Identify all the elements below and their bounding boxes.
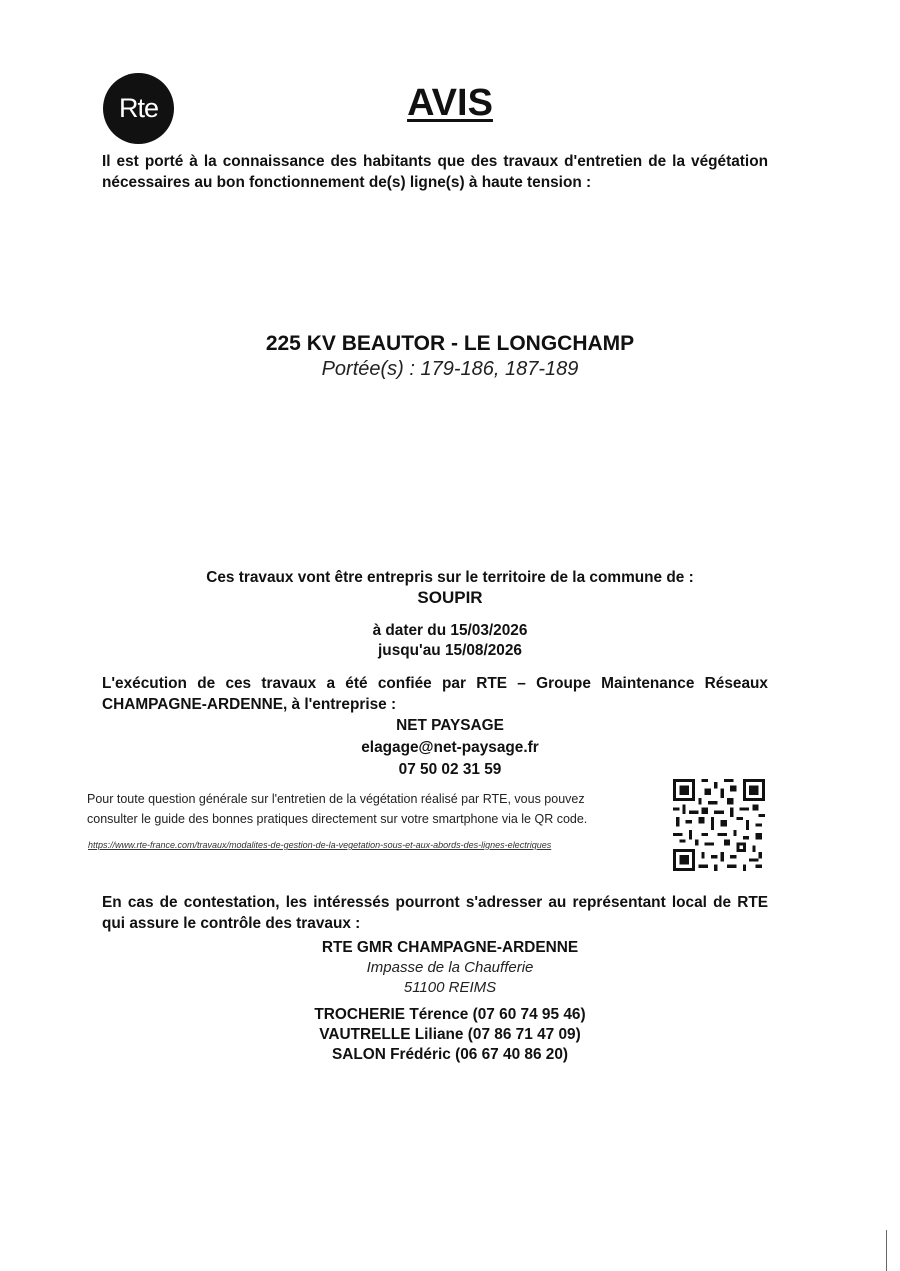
contact-1: TROCHERIE Térence (07 60 74 95 46) — [314, 1006, 586, 1023]
intro-paragraph: Il est porté à la connaissance des habitants que des travaux d'entretien de la végétation nécessaires au bon fonctionnement de(s) ligne(s) à haute tension : — [102, 153, 768, 191]
rte-logo-text: Rte — [118, 93, 159, 123]
guide-line-1: Pour toute question générale sur l'entretien de la végétation réalisé par RTE, vous pouvez — [87, 792, 585, 806]
guide-line-2: consulter le guide des bonnes pratiques directement sur votre smartphone via le QR code. — [87, 812, 588, 826]
contact-2: VAUTRELLE Liliane (07 86 71 47 09) — [319, 1026, 581, 1043]
power-line-spans: Portée(s) : 179-186, 187-189 — [321, 358, 579, 380]
page-title: AVIS — [407, 82, 493, 124]
scan-edge-line — [886, 1230, 887, 1271]
office-name: RTE GMR CHAMPAGNE-ARDENNE — [321, 939, 579, 956]
contractor-name: NET PAYSAGE — [396, 717, 504, 734]
power-line-name: 225 KV BEAUTOR - LE LONGCHAMP — [265, 332, 635, 355]
qr-code-icon[interactable] — [673, 779, 765, 871]
office-city: 51100 REIMS — [403, 979, 497, 996]
contractor-email[interactable]: elagage@net-paysage.fr — [361, 739, 539, 756]
territory-text: Ces travaux vont être entrepris sur le territoire de la commune de : — [206, 569, 694, 586]
date-from: à dater du 15/03/2026 — [372, 622, 528, 639]
contact-3: SALON Frédéric (06 67 40 86 20) — [331, 1046, 569, 1063]
contest-paragraph: En cas de contestation, les intéressés pourront s'adresser au représentant local de RTE qui assure le contrôle des travaux : — [102, 894, 768, 932]
guide-url-link[interactable]: https://www.rte-france.com/travaux/modalites-de-gestion-de-la-vegetation-sous-et-aux-abords-des-lignes-electriques — [88, 840, 552, 850]
commune-name: SOUPIR — [417, 588, 483, 607]
office-street: Impasse de la Chaufferie — [366, 959, 534, 976]
execution-paragraph: L'exécution de ces travaux a été confiée par RTE – Groupe Maintenance Réseaux CHAMPAGNE-ARDENNE, à l'entreprise : — [102, 675, 768, 713]
date-to: jusqu'au 15/08/2026 — [378, 642, 522, 659]
contractor-phone: 07 50 02 31 59 — [398, 761, 502, 778]
